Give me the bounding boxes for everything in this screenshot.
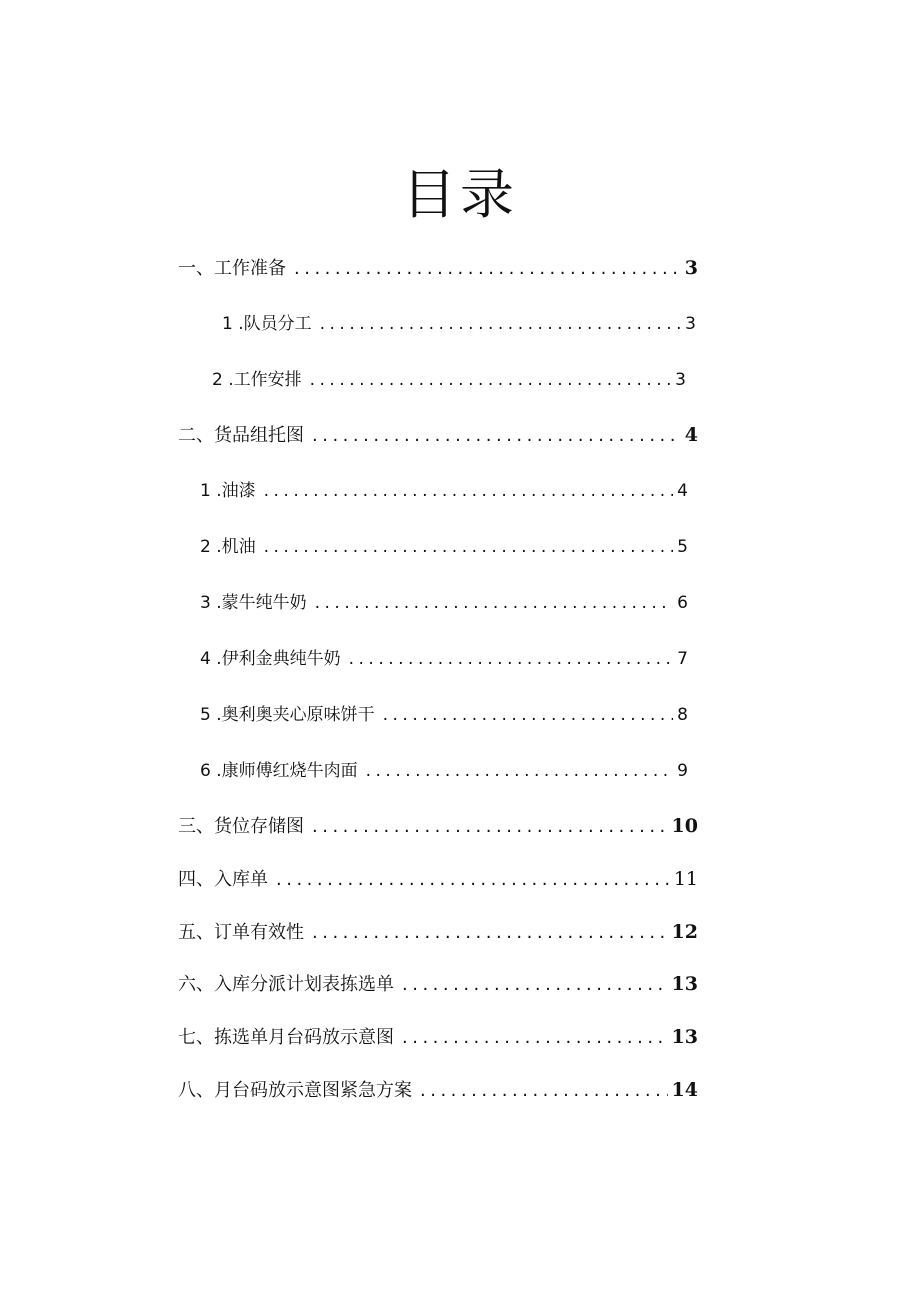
toc-entry-page: 6: [677, 593, 688, 613]
toc-entry-label: 3 .蒙牛纯牛奶: [200, 593, 307, 613]
toc-entry-page: 14: [671, 1079, 698, 1101]
toc-entry-page: 5: [677, 537, 688, 557]
toc-entry-page: 7: [677, 649, 688, 669]
toc-entry-label: 2 .机油: [200, 537, 256, 557]
toc-entry-order-validity[interactable]: [178, 920, 698, 945]
dot-leader: [294, 257, 681, 281]
toc-entry-work-arrangement[interactable]: [212, 368, 686, 392]
toc-entry-label: 二、货品组托图: [178, 425, 304, 446]
toc-entry-page: 13: [671, 973, 698, 995]
toc-entry-page: 4: [677, 481, 688, 501]
toc-entry-label: 2 .工作安排: [212, 370, 302, 390]
dot-leader: [315, 591, 674, 615]
toc-entry-pallet-diagram[interactable]: [178, 423, 698, 448]
toc-entry-oreo-biscuit[interactable]: [200, 703, 688, 727]
toc-entry-platform-layout[interactable]: [178, 1025, 698, 1050]
toc-entry-page: 11: [673, 868, 698, 890]
dot-leader: [420, 1079, 668, 1103]
toc-entry-emergency-plan[interactable]: [178, 1078, 698, 1103]
dot-leader: [312, 424, 681, 448]
toc-entry-label: 八、月台码放示意图紧急方案: [178, 1080, 412, 1101]
toc-entry-page: 9: [677, 761, 688, 781]
toc-entry-mengniu-milk[interactable]: [200, 591, 688, 615]
dot-leader: [310, 368, 672, 392]
dot-leader: [312, 815, 668, 839]
toc-entry-warehouse-receipt[interactable]: [178, 867, 698, 892]
toc-entry-label: 四、入库单: [178, 869, 268, 890]
dot-leader: [276, 868, 670, 892]
toc-entry-label: 五、订单有效性: [178, 922, 304, 943]
toc-entry-label: 1 .队员分工: [222, 314, 312, 334]
toc-entry-page: 3: [684, 257, 698, 279]
toc-entry-dispatch-plan[interactable]: [178, 972, 698, 997]
toc-entry-page: 4: [684, 424, 698, 446]
dot-leader: [349, 647, 674, 671]
toc-entry-label: 一、工作准备: [178, 258, 286, 279]
dot-leader: [366, 759, 674, 783]
dot-leader: [312, 921, 668, 945]
toc-entry-label: 六、入库分派计划表拣选单: [178, 974, 394, 995]
toc-entry-beef-noodles[interactable]: [200, 759, 688, 783]
toc-entry-page: 8: [677, 705, 688, 725]
toc-entry-label: 6 .康师傅红烧牛肉面: [200, 761, 358, 781]
toc-entry-team-division[interactable]: [222, 312, 696, 336]
toc-entry-label: 三、货位存储图: [178, 816, 304, 837]
toc-entry-page: 10: [671, 815, 698, 837]
dot-leader: [402, 973, 668, 997]
toc-entry-paint[interactable]: [200, 479, 688, 503]
toc-entry-label: 4 .伊利金典纯牛奶: [200, 649, 341, 669]
dot-leader: [383, 703, 674, 727]
dot-leader: [320, 312, 682, 336]
dot-leader: [264, 479, 674, 503]
toc-entry-page: 3: [685, 314, 696, 334]
toc-entry-yili-milk[interactable]: [200, 647, 688, 671]
toc-entry-page: 12: [671, 921, 698, 943]
dot-leader: [264, 535, 674, 559]
toc-entry-label: 5 .奥利奥夹心原味饼干: [200, 705, 375, 725]
toc-entry-page: 3: [675, 370, 686, 390]
toc-entry-page: 13: [671, 1026, 698, 1048]
toc-entry-work-preparation[interactable]: [178, 256, 698, 281]
toc-entry-engine-oil[interactable]: [200, 535, 688, 559]
dot-leader: [402, 1026, 668, 1050]
page-title: 目录: [402, 163, 518, 226]
toc-entry-label: 1 .油漆: [200, 481, 256, 501]
toc-entry-storage-diagram[interactable]: [178, 814, 698, 839]
toc-entry-label: 七、拣选单月台码放示意图: [178, 1027, 394, 1048]
